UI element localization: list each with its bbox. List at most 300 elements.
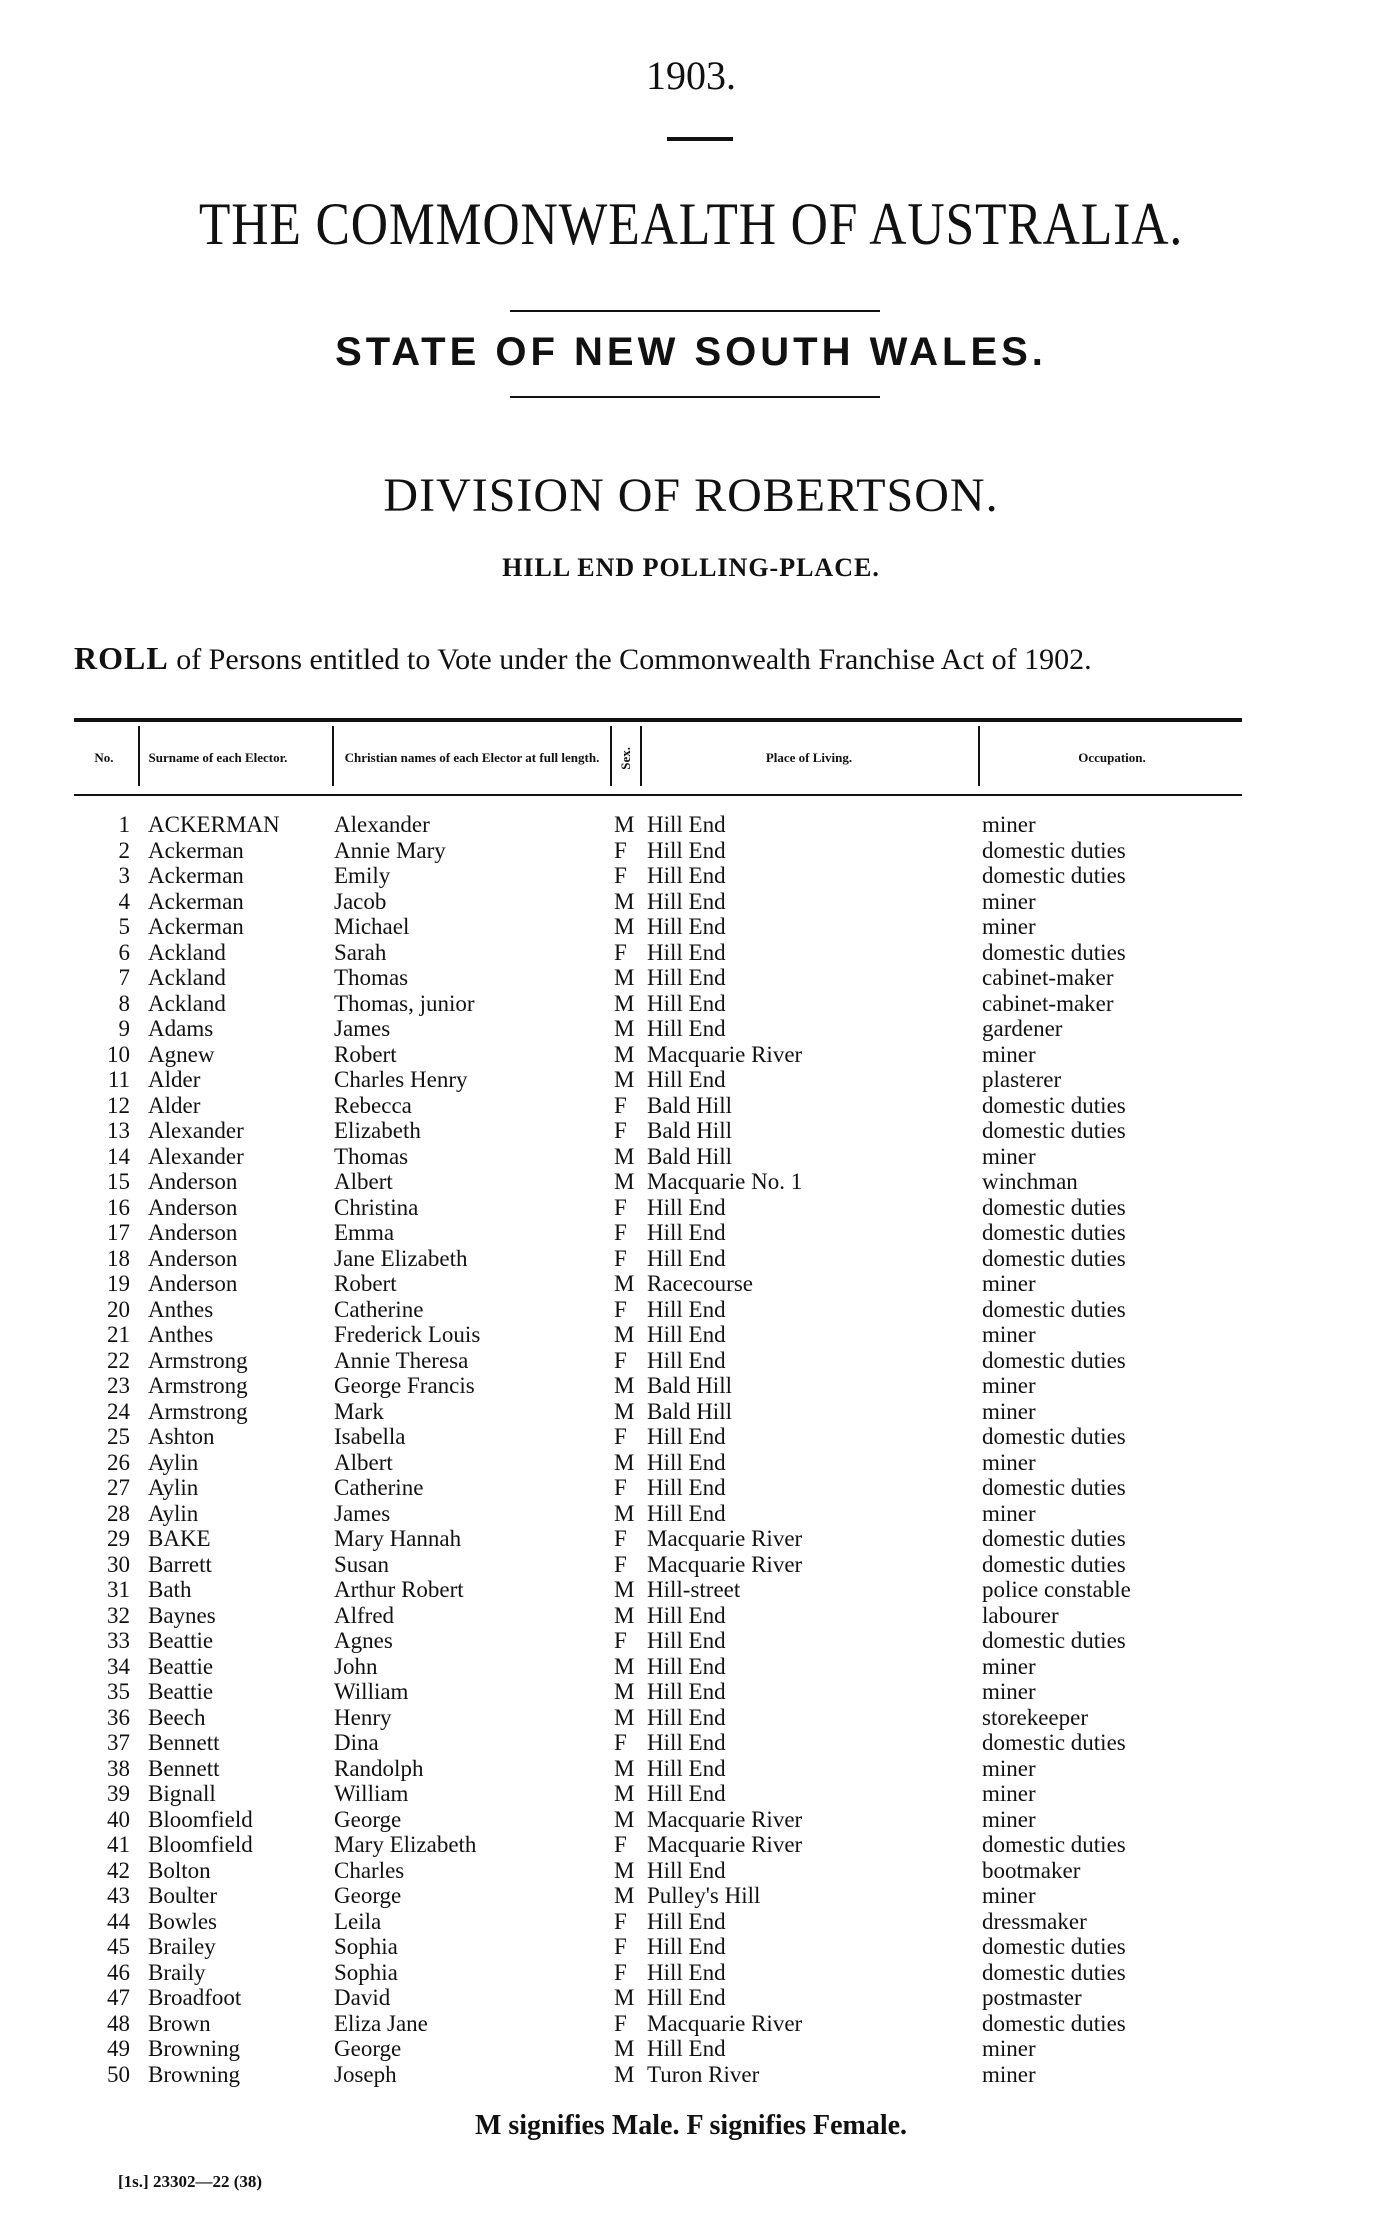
elector-place: Hill End: [647, 1449, 726, 1475]
table-row: [0, 1475, 1382, 1500]
elector-surname: Alder: [148, 1092, 201, 1118]
table-row: [0, 1603, 1382, 1628]
elector-christian-names: George: [334, 2036, 402, 2061]
elector-christian-names: Randolph: [334, 1755, 424, 1781]
table-row: [0, 2062, 1382, 2087]
elector-christian-names: William: [334, 1679, 409, 1704]
elector-place: Hill-street: [647, 1577, 741, 1602]
roll-lead: ROLL: [74, 640, 169, 676]
elector-surname: Bloomfield: [148, 1832, 253, 1857]
roll-description: [74, 640, 1092, 677]
elector-number: 26: [107, 1449, 130, 1475]
elector-sex: M: [614, 1653, 635, 1679]
elector-surname: Barrett: [148, 1551, 212, 1577]
elector-sex: M: [614, 1857, 635, 1883]
elector-occupation: domestic duties: [982, 1092, 1126, 1118]
elector-occupation: domestic duties: [982, 1628, 1126, 1653]
elector-sex: M: [614, 1449, 635, 1475]
elector-number: 41: [107, 1832, 130, 1857]
elector-number: 21: [107, 1322, 130, 1347]
elector-occupation: postmaster: [982, 1985, 1082, 2010]
elector-surname: Browning: [148, 2061, 240, 2087]
elector-surname: BAKE: [148, 1526, 211, 1551]
roll-text: of Persons entitled to Vote under the Commonwealth Franchise Act of 1902.: [176, 643, 1092, 676]
elector-christian-names: Annie Mary: [334, 837, 446, 863]
elector-number: 43: [107, 1883, 130, 1908]
elector-sex: M: [614, 1373, 635, 1398]
elector-occupation: gardener: [982, 1016, 1063, 1041]
elector-christian-names: Arthur Robert: [334, 1577, 464, 1602]
elector-christian-names: Mary Hannah: [334, 1526, 462, 1551]
elector-occupation: labourer: [982, 1602, 1059, 1628]
elector-surname: Ackland: [148, 939, 226, 965]
elector-sex: F: [614, 863, 627, 888]
elector-occupation: domestic duties: [982, 1347, 1126, 1373]
elector-surname: Ackerman: [148, 863, 244, 888]
table-row: [0, 1858, 1382, 1883]
elector-place: Hill End: [647, 1296, 726, 1322]
elector-place: Hill End: [647, 939, 726, 965]
elector-sex: F: [614, 1347, 627, 1373]
elector-occupation: miner: [982, 1041, 1036, 1067]
elector-sex: F: [614, 1194, 627, 1220]
elector-occupation: winchman: [982, 1169, 1078, 1194]
elector-surname: Aylin: [148, 1475, 199, 1500]
elector-sex: M: [614, 1016, 635, 1041]
elector-surname: Ackerman: [148, 837, 244, 863]
elector-sex: F: [614, 2010, 627, 2036]
elector-christian-names: Sophia: [334, 1934, 398, 1959]
elector-sex: F: [614, 1475, 627, 1500]
elector-surname: Bath: [148, 1577, 192, 1602]
elector-number: 33: [107, 1628, 130, 1653]
elector-place: Hill End: [647, 1628, 726, 1653]
elector-christian-names: Albert: [334, 1449, 393, 1475]
elector-surname: Beech: [148, 1704, 206, 1730]
elector-surname: Armstrong: [148, 1373, 248, 1398]
elector-sex: M: [614, 1271, 635, 1296]
elector-place: Hill End: [647, 812, 726, 837]
elector-place: Hill End: [647, 990, 726, 1016]
elector-place: Macquarie River: [647, 1806, 803, 1832]
division-heading: DIVISION OF ROBERTSON.: [383, 469, 999, 522]
column-header-no: No.: [94, 750, 114, 765]
elector-number: 23: [107, 1373, 130, 1398]
elector-number: 27: [107, 1475, 130, 1500]
elector-place: Macquarie River: [647, 1526, 803, 1551]
elector-sex: F: [614, 1551, 627, 1577]
elector-place: Hill End: [647, 1602, 726, 1628]
elector-place: Hill End: [647, 1245, 726, 1271]
elector-place: Hill End: [647, 1781, 726, 1806]
table-row: [0, 838, 1382, 863]
elector-occupation: domestic duties: [982, 1551, 1126, 1577]
elector-surname: Anderson: [148, 1220, 238, 1245]
elector-number: 16: [107, 1194, 130, 1220]
elector-occupation: miner: [982, 1806, 1036, 1832]
table-row: [0, 1450, 1382, 1475]
elector-sex: M: [614, 1169, 635, 1194]
table-row: [0, 914, 1382, 939]
elector-surname: Bennett: [148, 1755, 220, 1781]
elector-surname: Adams: [148, 1016, 214, 1041]
elector-place: Hill End: [647, 1067, 726, 1092]
elector-number: 25: [107, 1424, 130, 1449]
elector-number: 39: [107, 1781, 130, 1806]
table-row: [0, 2011, 1382, 2036]
elector-occupation: cabinet-maker: [982, 965, 1114, 990]
elector-surname: Ackland: [148, 990, 226, 1016]
table-row: [0, 1118, 1382, 1143]
elector-christian-names: Agnes: [334, 1628, 393, 1653]
elector-place: Hill End: [647, 1194, 726, 1220]
table-row: [0, 1730, 1382, 1755]
elector-occupation: miner: [982, 1373, 1036, 1398]
elector-number: 31: [107, 1577, 130, 1602]
elector-occupation: domestic duties: [982, 1475, 1126, 1500]
elector-sex: F: [614, 1959, 627, 1985]
elector-sex: F: [614, 1730, 627, 1755]
elector-occupation: miner: [982, 1500, 1036, 1526]
elector-place: Hill End: [647, 1730, 726, 1755]
elector-place: Hill End: [647, 1959, 726, 1985]
elector-surname: Ackerman: [148, 888, 244, 914]
elector-number: 6: [118, 939, 130, 965]
elector-christian-names: Emma: [334, 1220, 395, 1245]
elector-number: 45: [107, 1934, 130, 1959]
elector-christian-names: Sophia: [334, 1959, 398, 1985]
elector-surname: Anthes: [148, 1296, 214, 1322]
elector-surname: Armstrong: [148, 1398, 248, 1424]
elector-number: 35: [107, 1679, 130, 1704]
elector-number: 24: [107, 1398, 130, 1424]
elector-sex: M: [614, 1322, 635, 1347]
elector-number: 46: [107, 1959, 130, 1985]
year-heading: 1903.: [646, 53, 736, 98]
elector-place: Hill End: [647, 965, 726, 990]
elector-place: Hill End: [647, 888, 726, 914]
elector-number: 8: [118, 990, 130, 1016]
elector-number: 50: [107, 2061, 130, 2087]
elector-surname: Boulter: [148, 1883, 217, 1908]
elector-number: 5: [118, 914, 130, 939]
elector-occupation: domestic duties: [982, 1959, 1126, 1985]
table-row: [0, 1271, 1382, 1296]
table-row: [0, 1424, 1382, 1449]
elector-occupation: domestic duties: [982, 1194, 1126, 1220]
elector-number: 29: [107, 1526, 130, 1551]
table-row: [0, 1144, 1382, 1169]
elector-christian-names: Michael: [334, 914, 410, 939]
elector-sex: M: [614, 1398, 635, 1424]
elector-sex: F: [614, 1118, 627, 1143]
elector-place: Turon River: [647, 2061, 760, 2087]
table-row: [0, 1169, 1382, 1194]
elector-occupation: miner: [982, 1143, 1036, 1169]
elector-occupation: domestic duties: [982, 1118, 1126, 1143]
elector-place: Hill End: [647, 1985, 726, 2010]
table-row: [0, 1628, 1382, 1653]
elector-place: Hill End: [647, 1475, 726, 1500]
elector-surname: Alder: [148, 1067, 201, 1092]
table-row: [0, 1322, 1382, 1347]
elector-sex: F: [614, 1908, 627, 1934]
elector-place: Hill End: [647, 1908, 726, 1934]
table-row: [0, 1909, 1382, 1934]
elector-christian-names: Thomas: [334, 965, 409, 990]
elector-sex: M: [614, 965, 635, 990]
divider: [510, 310, 880, 312]
elector-number: 20: [107, 1296, 130, 1322]
table-row: [0, 1781, 1382, 1806]
elector-occupation: domestic duties: [982, 837, 1126, 863]
elector-surname: Ackland: [148, 965, 226, 990]
elector-surname: Anderson: [148, 1271, 238, 1296]
elector-occupation: domestic duties: [982, 1220, 1126, 1245]
elector-sex: F: [614, 1628, 627, 1653]
elector-christian-names: George: [334, 1806, 402, 1832]
elector-surname: Bignall: [148, 1781, 216, 1806]
elector-occupation: domestic duties: [982, 1934, 1126, 1959]
elector-place: Hill End: [647, 1704, 726, 1730]
elector-place: Macquarie River: [647, 2010, 803, 2036]
elector-occupation: dressmaker: [982, 1908, 1087, 1934]
elector-number: 2: [118, 837, 130, 863]
elector-christian-names: George: [334, 1883, 402, 1908]
table-row: [0, 1577, 1382, 1602]
elector-sex: M: [614, 812, 635, 837]
elector-number: 32: [107, 1602, 130, 1628]
column-header-sex: Sex.: [618, 746, 633, 770]
elector-surname: Bolton: [148, 1857, 211, 1883]
elector-number: 48: [107, 2010, 130, 2036]
table-row: [0, 1067, 1382, 1092]
elector-surname: Bowles: [148, 1908, 217, 1934]
elector-christian-names: Susan: [334, 1551, 389, 1577]
elector-surname: Aylin: [148, 1500, 199, 1526]
elector-christian-names: Jane Elizabeth: [334, 1245, 468, 1271]
elector-sex: F: [614, 1092, 627, 1118]
table-row: [0, 1220, 1382, 1245]
elector-number: 3: [118, 863, 130, 888]
elector-number: 18: [107, 1245, 130, 1271]
elector-christian-names: Catherine: [334, 1296, 424, 1322]
elector-surname: Brown: [148, 2010, 211, 2036]
elector-number: 28: [107, 1500, 130, 1526]
table-row: [0, 1807, 1382, 1832]
elector-christian-names: Rebecca: [334, 1092, 412, 1118]
elector-number: 12: [107, 1092, 130, 1118]
elector-occupation: miner: [982, 1883, 1036, 1908]
table-row: [0, 1297, 1382, 1322]
elector-christian-names: James: [334, 1500, 391, 1526]
elector-christian-names: William: [334, 1781, 409, 1806]
elector-place: Hill End: [647, 1934, 726, 1959]
column-divider: [978, 726, 980, 786]
elector-surname: Bloomfield: [148, 1806, 253, 1832]
elector-number: 10: [107, 1041, 130, 1067]
elector-surname: Aylin: [148, 1449, 199, 1475]
elector-occupation: storekeeper: [982, 1704, 1088, 1730]
elector-place: Macquarie No. 1: [647, 1169, 803, 1194]
elector-place: Macquarie River: [647, 1041, 803, 1067]
elector-christian-names: Alexander: [334, 812, 430, 837]
elector-christian-names: Jacob: [334, 888, 387, 914]
elector-sex: M: [614, 1806, 635, 1832]
elector-christian-names: Eliza Jane: [334, 2010, 428, 2036]
elector-christian-names: David: [334, 1985, 391, 2010]
table-row: [0, 1883, 1382, 1908]
elector-place: Bald Hill: [647, 1143, 732, 1169]
column-header-occupation: Occupation.: [1078, 750, 1146, 765]
elector-place: Racecourse: [647, 1271, 753, 1296]
elector-surname: Beattie: [148, 1653, 214, 1679]
table-row: [0, 1679, 1382, 1704]
elector-number: 38: [107, 1755, 130, 1781]
table-row: [0, 889, 1382, 914]
elector-sex: M: [614, 2036, 635, 2061]
elector-sex: M: [614, 888, 635, 914]
elector-place: Hill End: [647, 1347, 726, 1373]
elector-surname: Brailey: [148, 1934, 216, 1959]
elector-occupation: domestic duties: [982, 1245, 1126, 1271]
elector-occupation: miner: [982, 1653, 1036, 1679]
elector-number: 14: [107, 1143, 130, 1169]
elector-place: Hill End: [647, 1755, 726, 1781]
elector-place: Bald Hill: [647, 1398, 732, 1424]
elector-occupation: domestic duties: [982, 863, 1126, 888]
elector-christian-names: Emily: [334, 863, 391, 888]
elector-sex: F: [614, 1424, 627, 1449]
elector-occupation: domestic duties: [982, 1526, 1126, 1551]
table-row: [0, 1985, 1382, 2010]
elector-surname: Broadfoot: [148, 1985, 242, 2010]
table-row: [0, 940, 1382, 965]
elector-christian-names: Dina: [334, 1730, 379, 1755]
state-heading: STATE OF NEW SOUTH WALES.: [335, 330, 1047, 374]
elector-surname: Braily: [148, 1959, 206, 1985]
elector-sex: M: [614, 1143, 635, 1169]
table-row: [0, 965, 1382, 990]
elector-place: Hill End: [647, 1424, 726, 1449]
table-row: [0, 1042, 1382, 1067]
page-title: THE COMMONWEALTH OF AUSTRALIA.: [198, 191, 1184, 257]
elector-number: 42: [107, 1857, 130, 1883]
elector-number: 36: [107, 1704, 130, 1730]
elector-number: 34: [107, 1653, 130, 1679]
elector-christian-names: James: [334, 1016, 391, 1041]
elector-surname: Anderson: [148, 1169, 238, 1194]
elector-surname: Bennett: [148, 1730, 220, 1755]
table-row: [0, 1832, 1382, 1857]
elector-number: 4: [118, 888, 130, 914]
elector-christian-names: Sarah: [334, 939, 387, 965]
elector-place: Hill End: [647, 1857, 726, 1883]
elector-occupation: miner: [982, 1271, 1036, 1296]
sex-legend: M signifies Male. F signifies Female.: [474, 2110, 908, 2141]
elector-christian-names: Charles: [334, 1857, 405, 1883]
elector-christian-names: Elizabeth: [334, 1118, 421, 1143]
elector-occupation: miner: [982, 812, 1036, 837]
column-divider: [640, 726, 642, 786]
elector-occupation: cabinet-maker: [982, 990, 1114, 1016]
elector-surname: Anthes: [148, 1322, 214, 1347]
elector-occupation: miner: [982, 1449, 1036, 1475]
table-row: [0, 1756, 1382, 1781]
table-row: [0, 1934, 1382, 1959]
elector-surname: Browning: [148, 2036, 240, 2061]
elector-place: Hill End: [647, 1500, 726, 1526]
elector-sex: M: [614, 1755, 635, 1781]
elector-occupation: domestic duties: [982, 1832, 1126, 1857]
elector-place: Bald Hill: [647, 1118, 732, 1143]
elector-christian-names: Annie Theresa: [334, 1347, 469, 1373]
elector-christian-names: Alfred: [334, 1602, 395, 1628]
elector-occupation: domestic duties: [982, 939, 1126, 965]
elector-christian-names: Catherine: [334, 1475, 424, 1500]
table-row: [0, 1093, 1382, 1118]
table-row: [0, 1654, 1382, 1679]
elector-number: 49: [107, 2036, 130, 2061]
elector-sex: F: [614, 1220, 627, 1245]
elector-place: Bald Hill: [647, 1092, 732, 1118]
elector-sex: M: [614, 914, 635, 939]
divider: [510, 396, 880, 398]
elector-sex: M: [614, 1041, 635, 1067]
elector-occupation: miner: [982, 2036, 1036, 2061]
elector-sex: M: [614, 1500, 635, 1526]
elector-christian-names: Mary Elizabeth: [334, 1832, 477, 1857]
elector-sex: F: [614, 1832, 627, 1857]
elector-occupation: domestic duties: [982, 1296, 1126, 1322]
elector-christian-names: Joseph: [334, 2061, 397, 2087]
elector-christian-names: Henry: [334, 1704, 392, 1730]
elector-number: 47: [107, 1985, 130, 2010]
elector-number: 37: [107, 1730, 130, 1755]
table-row: [0, 1526, 1382, 1551]
column-header-surname: Surname of each Elector.: [148, 750, 288, 765]
elector-occupation: miner: [982, 888, 1036, 914]
elector-place: Hill End: [647, 914, 726, 939]
elector-place: Macquarie River: [647, 1551, 803, 1577]
elector-surname: Armstrong: [148, 1347, 248, 1373]
elector-place: Macquarie River: [647, 1832, 803, 1857]
elector-place: Hill End: [647, 2036, 726, 2061]
elector-christian-names: Mark: [334, 1398, 384, 1424]
table-row: [0, 1348, 1382, 1373]
elector-christian-names: George Francis: [334, 1373, 475, 1398]
table-row: [0, 1552, 1382, 1577]
elector-christian-names: Frederick Louis: [334, 1322, 481, 1347]
table-header: [74, 718, 1242, 796]
elector-sex: M: [614, 1602, 635, 1628]
elector-christian-names: Leila: [334, 1908, 382, 1934]
elector-sex: F: [614, 1296, 627, 1322]
elector-christian-names: John: [334, 1653, 378, 1679]
elector-sex: M: [614, 2061, 635, 2087]
table-row: [0, 1373, 1382, 1398]
elector-place: Hill End: [647, 837, 726, 863]
table-row: [0, 1399, 1382, 1424]
elector-number: 22: [107, 1347, 130, 1373]
column-header-place: Place of Living.: [765, 750, 853, 765]
elector-surname: Anderson: [148, 1245, 238, 1271]
elector-occupation: miner: [982, 1679, 1036, 1704]
column-divider: [332, 726, 334, 786]
table-row: [0, 863, 1382, 888]
elector-occupation: miner: [982, 1398, 1036, 1424]
elector-occupation: plasterer: [982, 1067, 1062, 1092]
